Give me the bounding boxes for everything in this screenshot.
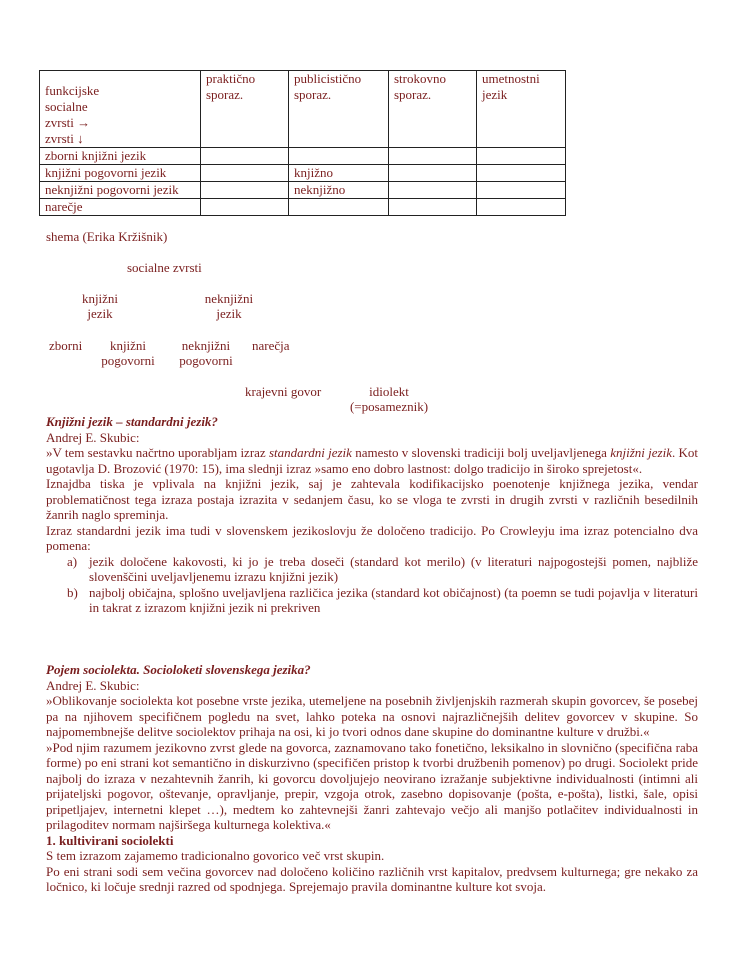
row-label: narečje bbox=[40, 199, 201, 216]
quote-paragraph bbox=[46, 445, 698, 476]
table-cell bbox=[477, 182, 566, 199]
table-cell bbox=[201, 182, 289, 199]
subheading: 1. kultivirani sociolekti bbox=[46, 832, 174, 848]
meanings-list bbox=[46, 554, 698, 616]
varieties-table bbox=[39, 70, 566, 216]
section-sociolect bbox=[46, 662, 698, 895]
schema-node: narečja bbox=[252, 338, 290, 353]
schema-node bbox=[346, 384, 432, 414]
paragraph: Iznajdba tiska je vplivala na knjižni jezik, saj je zahtevala kodifikacijsko poenotenje knjižnega jezika, vendar problematičnost tega izraza postaja izrazita v sedanjem času, ko se vloga te zvrsti in drugih zvrsti v različnih besedilnih žanrih naglo spreminja. bbox=[46, 476, 698, 522]
schema-node: krajevni govor bbox=[245, 384, 322, 399]
schema-node-line: jezik bbox=[87, 306, 113, 321]
schema-node-line: knjižni bbox=[109, 338, 147, 353]
schema-node-line: jezik bbox=[216, 306, 242, 321]
table-cell bbox=[389, 199, 477, 216]
column-header bbox=[477, 71, 566, 148]
column-header-line: strokovno bbox=[394, 71, 446, 86]
table-corner-cell bbox=[40, 71, 201, 148]
column-header-line: sporaz. bbox=[206, 87, 244, 102]
corner-line: socialne bbox=[45, 99, 88, 114]
section-heading: Knjižni jezik – standardni jezik? bbox=[46, 414, 218, 429]
table-cell bbox=[477, 165, 566, 182]
column-header bbox=[389, 71, 477, 148]
quote-text: »V tem sestavku načrtno uporabljam izraz bbox=[46, 445, 269, 460]
table-cell bbox=[389, 182, 477, 199]
schema-node-line: pogovorni bbox=[179, 353, 233, 368]
list-marker: b) bbox=[67, 584, 78, 600]
corner-line: zvrsti ↓ bbox=[45, 131, 84, 146]
table-cell bbox=[477, 199, 566, 216]
row-label: knjižni pogovorni jezik bbox=[40, 165, 201, 182]
column-header-line: sporaz. bbox=[294, 87, 332, 102]
quote-text: namesto v slovenski tradiciji bolj uveljavljenega bbox=[351, 445, 611, 460]
table-cell bbox=[201, 148, 289, 165]
table-header-row bbox=[40, 71, 566, 148]
schema-node: zborni bbox=[49, 338, 83, 353]
table-cell bbox=[389, 165, 477, 182]
table-cell bbox=[389, 148, 477, 165]
list-marker: a) bbox=[67, 553, 78, 569]
schema-node bbox=[70, 291, 130, 321]
column-header-line: umetnostni bbox=[482, 71, 540, 86]
column-header-line: publicistično bbox=[294, 71, 362, 86]
quote-emphasis: standardni jezik bbox=[268, 445, 352, 460]
table-row bbox=[40, 165, 566, 182]
schema-node-line: (=posameznik) bbox=[349, 399, 429, 414]
column-header-line: sporaz. bbox=[394, 87, 432, 102]
paragraph: Po eni strani sodi sem večina govorcev nad določeno količino različnih vrst kapitalov, predvsem kulturnega; gre nekako za ločnico, ki ločuje srednji razred od spodnjega. Sprejemajo pravila dominantne kulture kot svoja. bbox=[46, 863, 698, 894]
corner-line: funkcijske bbox=[45, 83, 100, 98]
schema-node bbox=[98, 338, 158, 368]
table-cell bbox=[201, 199, 289, 216]
quote-paragraph: »Pod njim razumem jezikovno zvrst glede na govorca, zaznamovano tako fonetično, leksikalno in slovnično (specifična raba forme) po eni strani kot semantično in diskurzivno (specifičen pristop k tvorbi družbenih pomenov) po drugi. Sociolekt pride najbolj do izraza v nezahtevnih žanrih, ki govorcu dovoljujejo neovirano izražanje subjektivne individualnosti (intimni ali prijateljski pogovor, oštevanje, opravljanje, prepir, vzgoja otrok, zasebno dopisovanje (pošta, e-pošta), listki, šale, opisi pripetljajev, internetni klepet …), medtem ko zahtevnejši žanri zahtevajo večjo ali manjšo potlačitev individualnosti in prilagoditev normam najširšega kulturnega kolektiva.« bbox=[46, 739, 698, 832]
list-item-text: najbolj običajna, splošno uveljavljena različica jezika (standard kot običajnost) (ta poemn se tudi pojavlja v literaturi in takrat z izrazom knjižni jezik ni prekriven bbox=[89, 584, 698, 615]
corner-line: zvrsti → bbox=[45, 115, 91, 130]
table-cell: neknjižno bbox=[289, 182, 389, 199]
author-line: Andrej E. Skubic: bbox=[46, 677, 140, 693]
schema-caption: shema (Erika Kržišnik) bbox=[46, 229, 168, 244]
schema-node-line: neknjižni bbox=[204, 291, 254, 306]
schema-node-line: knjižni bbox=[81, 291, 119, 306]
schema-node-line: idiolekt bbox=[369, 384, 409, 399]
author-line: Andrej E. Skubic: bbox=[46, 429, 140, 445]
table-cell: knjižno bbox=[289, 165, 389, 182]
paragraph: Izraz standardni jezik ima tudi v slovenskem jezikoslovju že določeno tradicijo. Po Crowleyju ima izraz potencialno dva pomena: bbox=[46, 522, 698, 553]
section-heading: Pojem sociolekta. Socioloketi slovenskega jezika? bbox=[46, 662, 311, 677]
table-row bbox=[40, 148, 566, 165]
quote-paragraph: »Oblikovanje sociolekta kot posebne vrste jezika, utemeljene na posebnih življenjskih razmerah skupin govorcev, še posebej pa na njihovem specifičnem pogledu na svet, lahko poteka na osnovi najrazličnejših delitev govorcev v skupine. So najpomembnejše delitve sociolektov prihaja na osi, ki jo tvori odnos dane skupine do dominantne kulture v družbi.« bbox=[46, 693, 698, 739]
table-row bbox=[40, 182, 566, 199]
table-cell bbox=[477, 148, 566, 165]
schema-node-line: pogovorni bbox=[101, 353, 155, 368]
quote-emphasis: knjižni jezik bbox=[610, 445, 672, 460]
column-header bbox=[201, 71, 289, 148]
column-header-line: jezik bbox=[482, 87, 508, 102]
list-item bbox=[46, 554, 698, 585]
table-cell bbox=[201, 165, 289, 182]
list-item bbox=[46, 585, 698, 616]
row-label: neknjižni pogovorni jezik bbox=[40, 182, 201, 199]
table-row bbox=[40, 199, 566, 216]
list-item-text: jezik določene kakovosti, ki jo je treba doseči (standard kot merilo) (v literaturi najpogostejši pomen, najbliže slovenščini uveljavljenemu izrazu knjižni jezik) bbox=[89, 553, 698, 584]
quote-text: . Kot ugotavlja D. Brozović (1970: 15), ima slednji izraz »samo eno dobro lastnost: dolgo tradicijo in široko sprejetost«. bbox=[46, 445, 699, 476]
schema-root: socialne zvrsti bbox=[127, 260, 202, 275]
table-cell bbox=[289, 199, 389, 216]
schema-node bbox=[196, 291, 262, 321]
schema-node bbox=[176, 338, 236, 368]
table-cell bbox=[289, 148, 389, 165]
section-standard-language bbox=[46, 414, 698, 616]
column-header-line: praktično bbox=[206, 71, 256, 86]
schema-node-line: neknjižni bbox=[181, 338, 231, 353]
column-header bbox=[289, 71, 389, 148]
paragraph: S tem izrazom zajamemo tradicionalno govorico več vrst skupin. bbox=[46, 848, 385, 863]
row-label: zborni knjižni jezik bbox=[40, 148, 201, 165]
